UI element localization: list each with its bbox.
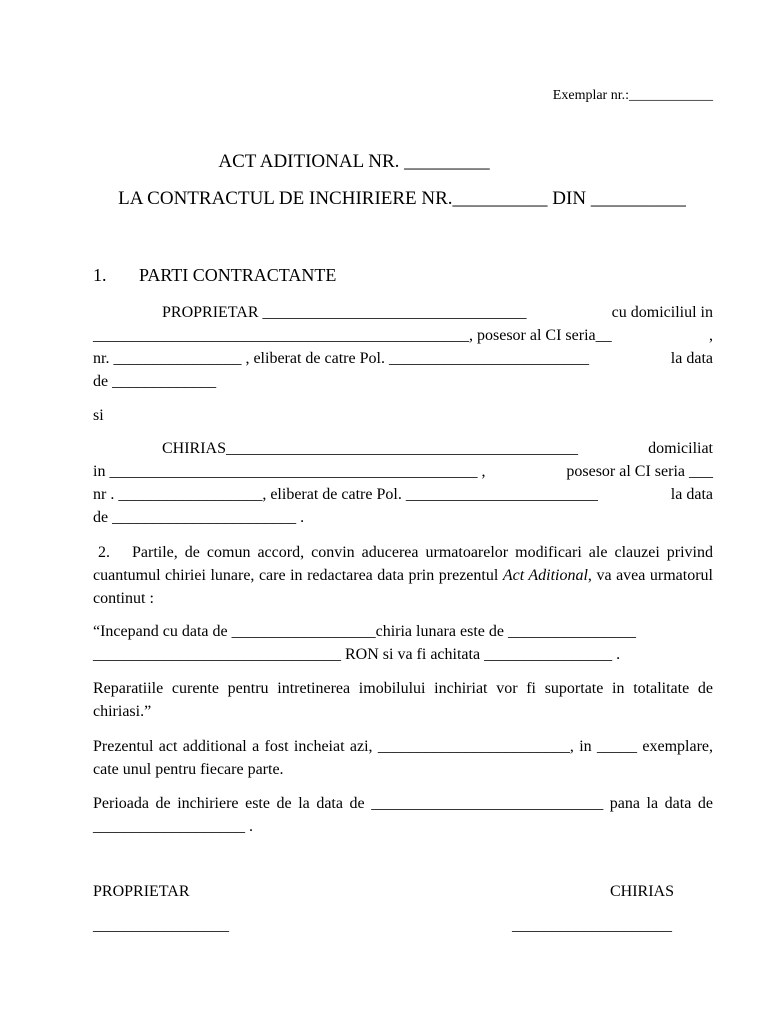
document-subtitle: LA CONTRACTUL DE INCHIRIERE NR.__________ DIN __________ <box>118 188 686 209</box>
section-2-number: 2. <box>98 544 110 561</box>
chirias-id-field: nr . __________________, eliberat de catre Pol. ________________________ <box>93 486 598 503</box>
chirias-line-4: de _______________________ . <box>93 509 305 526</box>
rent-clause-line-1: “Incepand cu data de __________________chiria lunara este de ________________ <box>93 623 636 640</box>
chirias-address-field: in ______________________________________________ , <box>93 463 486 480</box>
section-2-text: Partile, de comun accord, convin aducerea urmatoarelor modificari ale clauzei privind cuantumul chiriei lunare, care in redactarea data prin prezentul <box>93 544 713 584</box>
section-1-number: 1. <box>93 265 107 285</box>
chirias-signature-label: CHIRIAS <box>610 883 675 900</box>
section-2-text-end: , va avea urmatorul continut : <box>93 567 713 607</box>
concluded-paragraph: Prezentul act additional a fost incheiat azi, ________________________, in _____ exemplare, cate unul pentru fiecare parte. <box>93 738 713 778</box>
chirias-signature-line: ____________________ <box>512 917 672 934</box>
proprietar-id-field: nr. ________________ , eliberat de catre Pol. _________________________ <box>93 350 589 367</box>
proprietar-line-3 <box>93 347 713 370</box>
proprietar-block <box>93 301 713 393</box>
proprietar-date-label: la data <box>670 350 713 367</box>
proprietar-domicile-label: cu domiciliul in <box>611 304 713 321</box>
section-1-heading <box>93 265 336 286</box>
chirias-ci-label: posesor al CI seria ___ <box>566 463 713 480</box>
chirias-name-field: CHIRIAS____________________________________________ <box>162 440 579 457</box>
proprietar-address-field: _______________________________________________, posesor al CI seria__ <box>93 327 612 344</box>
rent-clause <box>93 620 713 666</box>
proprietar-line-2 <box>93 324 713 347</box>
chirias-line-1 <box>93 437 713 460</box>
repairs-paragraph: Reparatiile curente pentru intretinerea imobilului inchiriat vor fi suportate in totalitate de chiriasi.” <box>93 680 713 720</box>
chirias-line-2 <box>93 460 713 483</box>
period-paragraph: Perioada de inchiriere este de la data de _____________________________ pana la data de ___________________ . <box>93 795 713 835</box>
proprietar-name-field: PROPRIETAR _________________________________ <box>162 304 527 321</box>
section-2-italic: Act Aditional <box>502 567 588 584</box>
rent-clause-line-2: _______________________________ RON si va fi achitata ________________ . <box>93 646 621 663</box>
section-2-paragraph <box>93 541 713 610</box>
proprietar-signature-line: _________________ <box>93 917 229 934</box>
document-title: ACT ADITIONAL NR. _________ <box>218 151 490 172</box>
chirias-block <box>93 437 713 529</box>
proprietar-line-4: de _____________ <box>93 373 217 390</box>
exemplar-number: Exemplar nr.:____________ <box>552 88 713 103</box>
proprietar-line-1 <box>93 301 713 324</box>
chirias-date-label: la data <box>670 486 713 503</box>
proprietar-comma: , <box>709 327 713 344</box>
chirias-domicile-label: domiciliat <box>648 440 713 457</box>
si-text: si <box>93 407 104 424</box>
section-1-title: PARTI CONTRACTANTE <box>139 265 337 285</box>
proprietar-signature-label: PROPRIETAR <box>93 883 190 900</box>
chirias-line-3 <box>93 483 713 506</box>
